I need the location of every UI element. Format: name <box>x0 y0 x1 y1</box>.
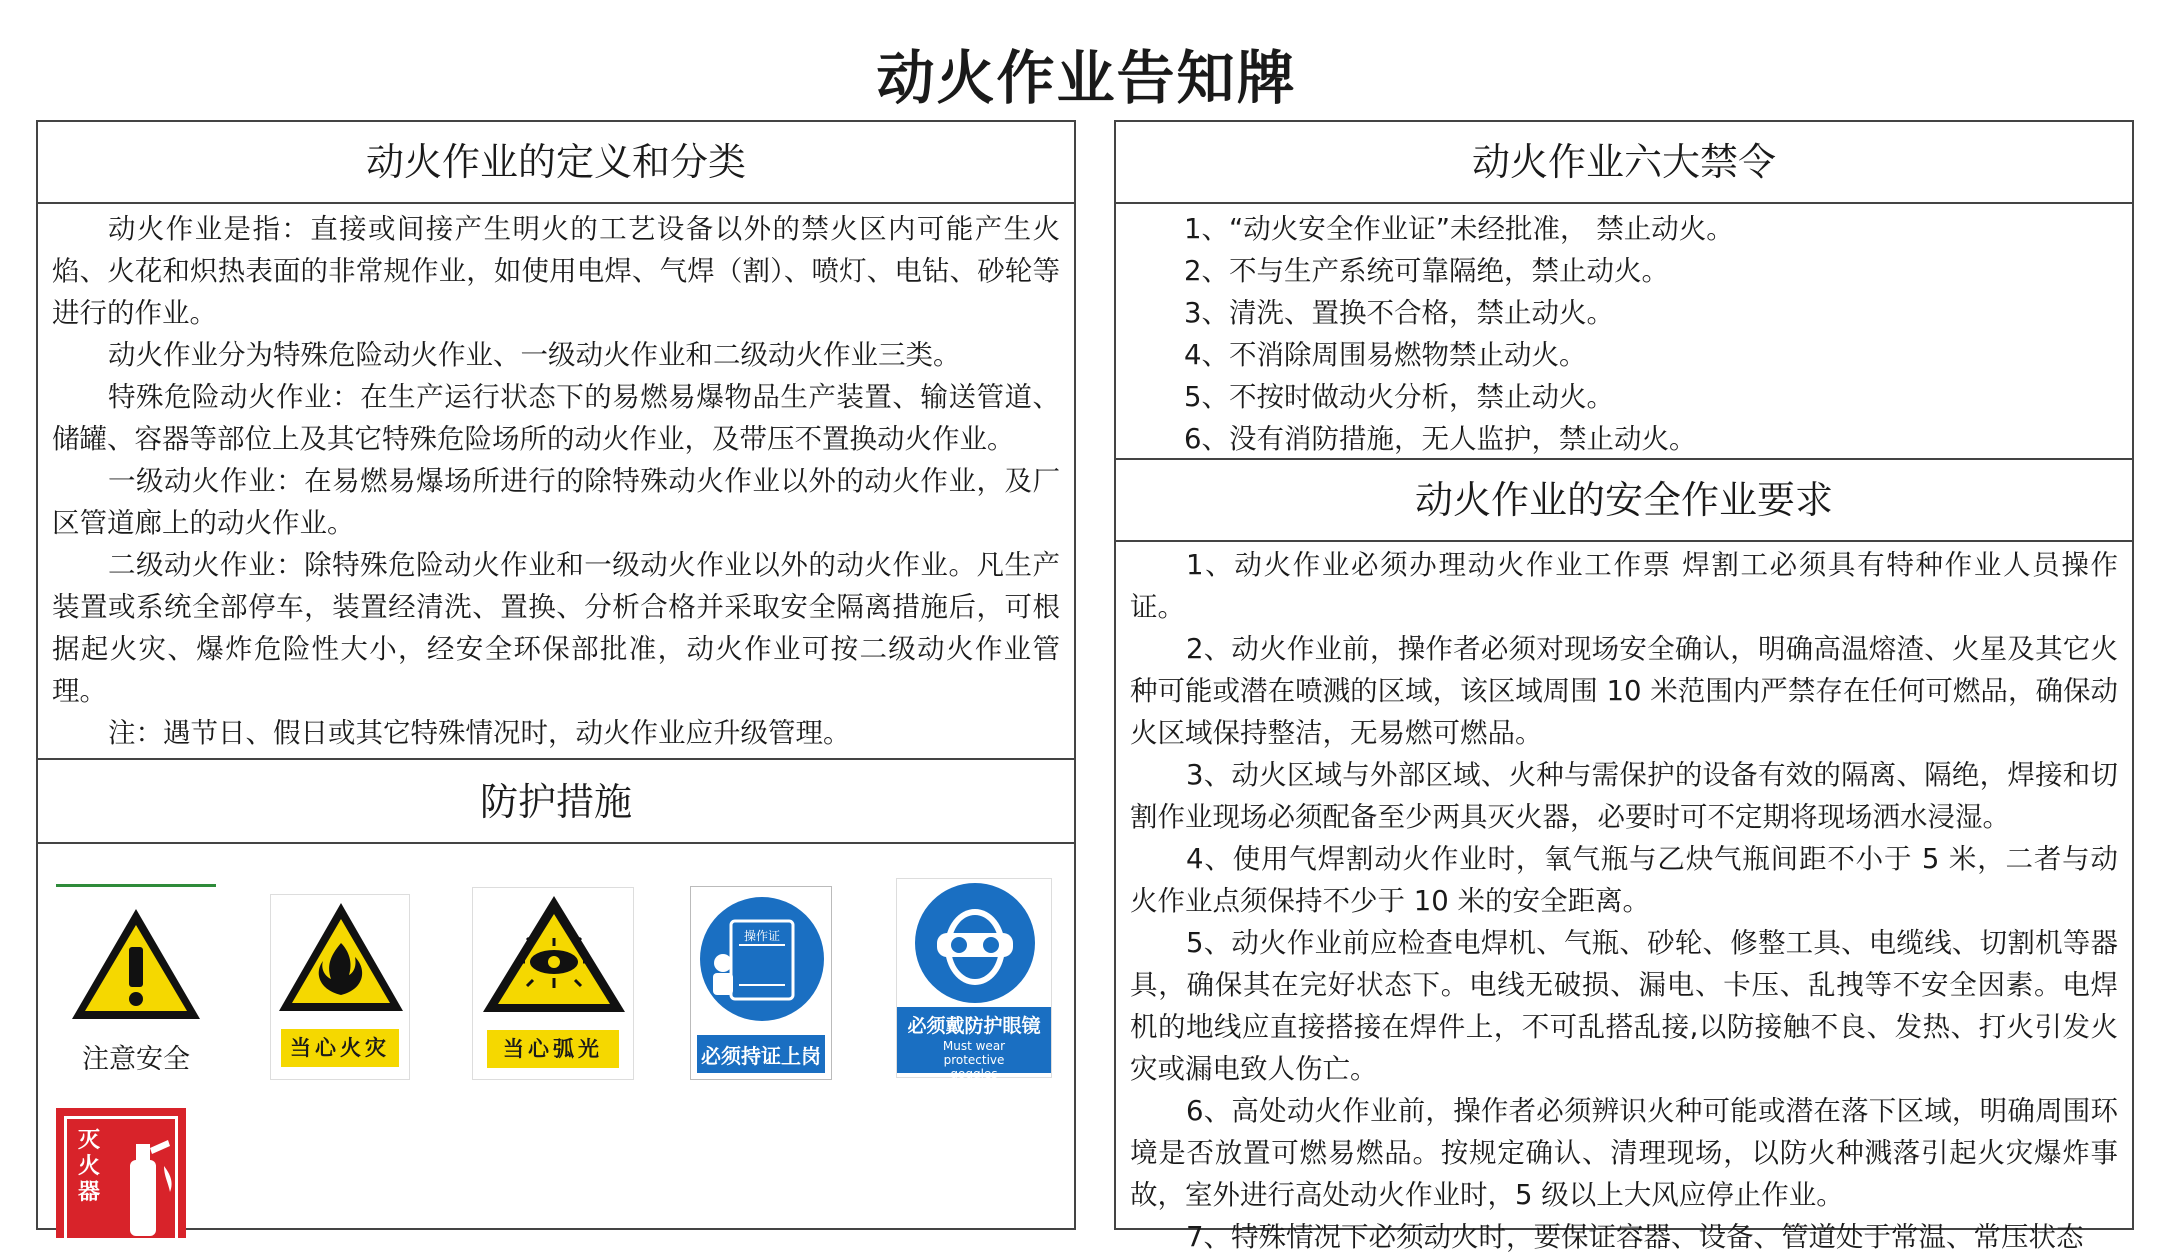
left-panel <box>36 120 1076 1230</box>
sign-label: 灭火器 <box>77 1128 100 1205</box>
sign-label: 必须持证上岗 <box>701 1044 821 1068</box>
page-title: 动火作业告知牌 <box>876 44 1297 112</box>
prohibition-item: 6、没有消防措施，无人监护，禁止动火。 <box>1184 423 1697 455</box>
fire-extinguisher-icon <box>118 1126 178 1236</box>
definition-paragraph: 一级动火作业：在易燃易爆场所进行的除特殊动火作业以外的动火作业，及厂区管道廊上的动火作业。 <box>52 465 1060 539</box>
prohibition-item: 5、不按时做动火分析，禁止动火。 <box>1184 381 1614 413</box>
definition-paragraph: 二级动火作业：除特殊危险动火作业和一级动火作业以外的动火作业。凡生产装置或系统全部停车，装置经清洗、置换、分析合格并采取安全隔离措施后，可根据起火灾、爆炸危险性大小，经安全环保部批准，动火作业可按二级动火作业管理。 <box>52 549 1060 707</box>
requirement-paragraph: 3、动火区域与外部区域、火种与需保护的设备有效的隔离、隔绝，焊接和切割作业现场必须配备至少两具灭火器，必要时可不定期将现场洒水浸湿。 <box>1130 759 2118 833</box>
divider <box>38 842 1074 844</box>
right-panel <box>1114 120 2134 1253</box>
definition-paragraph: 动火作业是指：直接或间接产生明火的工艺设备以外的禁火区内可能产生火焰、火花和炽热表面的非常规作业，如使用电焊、气焊（割）、喷灯、电钻、砂轮等进行的作业。 <box>52 213 1060 329</box>
goggles-sign <box>896 878 1052 1081</box>
sign-sublabel: Must wear protective goggles <box>942 1039 1006 1081</box>
requirement-paragraph: 6、高处动火作业前，操作者必须辨识火种可能或潜在落下区域，明确周围环境是否放置可燃易燃品。按规定确认、清理现场，以防火种溅落引起火灾爆炸事故，室外进行高处动火作业时，5 级以上大风应停止作业。 <box>1130 1095 2118 1211</box>
sign-label: 必须戴防护眼镜 <box>907 1015 1041 1037</box>
prohibitions-list <box>1116 208 2132 460</box>
definition-paragraph: 注：遇节日、假日或其它特殊情况时，动火作业应升级管理。 <box>108 717 851 749</box>
protection-heading: 防护措施 <box>479 780 632 824</box>
goggles-icon <box>897 879 1053 1007</box>
requirements-body <box>1130 544 2118 1258</box>
divider <box>1116 202 2132 204</box>
prohibition-item: 1、“动火安全作业证”未经批准， 禁止动火。 <box>1184 213 1734 245</box>
prohibitions-heading: 动火作业六大禁令 <box>1471 140 1776 184</box>
sign-label: 当心火灾 <box>290 1036 390 1060</box>
fire-extinguisher-sign <box>56 1108 186 1238</box>
requirement-paragraph: 1、动火作业必须办理动火作业工作票 焊割工必须具有特种作业人员操作证。 <box>1130 549 2118 623</box>
divider <box>38 758 1074 760</box>
prohibition-item: 4、不消除周围易燃物禁止动火。 <box>1184 339 1587 371</box>
sign-label: 注意安全 <box>82 1044 190 1075</box>
sign-label: 当心弧光 <box>503 1037 603 1061</box>
definition-paragraph: 动火作业分为特殊危险动火作业、一级动火作业和二级动火作业三类。 <box>108 339 961 371</box>
requirements-heading: 动火作业的安全作业要求 <box>1414 478 1833 522</box>
divider <box>38 202 1074 204</box>
fire-warning-sign <box>270 894 410 1080</box>
arc-light-warning-sign <box>472 887 634 1080</box>
arc-light-warning-icon <box>473 888 635 1023</box>
requirement-paragraph: 2、动火作业前，操作者必须对现场安全确认，明确高温熔渣、火星及其它火种可能或潜在喷溅的区域，该区域周围 10 米范围内严禁存在任何可燃品，确保动火区域保持整洁，无易燃可燃品。 <box>1130 633 2118 749</box>
exclamation-warning-icon <box>56 887 216 1037</box>
definition-body <box>52 208 1060 754</box>
fire-warning-icon <box>271 895 411 1020</box>
definition-heading: 动火作业的定义和分类 <box>365 140 746 184</box>
requirement-paragraph: 4、使用气焊割动火作业时，氧气瓶与乙炔气瓶间距不小于 5 米，二者与动火作业点须保持不少于 10 米的安全距离。 <box>1130 843 2118 917</box>
prohibition-item: 2、不与生产系统可靠隔绝，禁止动火。 <box>1184 255 1669 287</box>
caution-sign <box>56 884 216 1080</box>
prohibition-item: 3、清洗、置换不合格，禁止动火。 <box>1184 297 1614 329</box>
requirement-paragraph: 5、动火作业前应检查电焊机、气瓶、砂轮、修整工具、电缆线、切割机等器具，确保其在完好状态下。电线无破损、漏电、卡压、乱拽等不安全因素。电焊机的地线应直接搭接在焊件上，不可乱搭乱接,以防接触不良、发热、打火引发火灾或漏电致人伤亡。 <box>1130 927 2118 1085</box>
certificate-icon <box>691 887 833 1029</box>
requirement-paragraph: 7、特殊情况下必须动火时，要保证容器、设备、管道处于常温、常压状态 <box>1186 1221 2084 1253</box>
certificate-sign <box>690 886 832 1080</box>
certificate-badge: 操作证 <box>743 929 780 943</box>
definition-paragraph: 特殊危险动火作业：在生产运行状态下的易燃易爆物品生产装置、输送管道、储罐、容器等部位上及其它特殊危险场所的动火作业，及带压不置换动火作业。 <box>52 381 1060 455</box>
divider <box>1116 540 2132 542</box>
